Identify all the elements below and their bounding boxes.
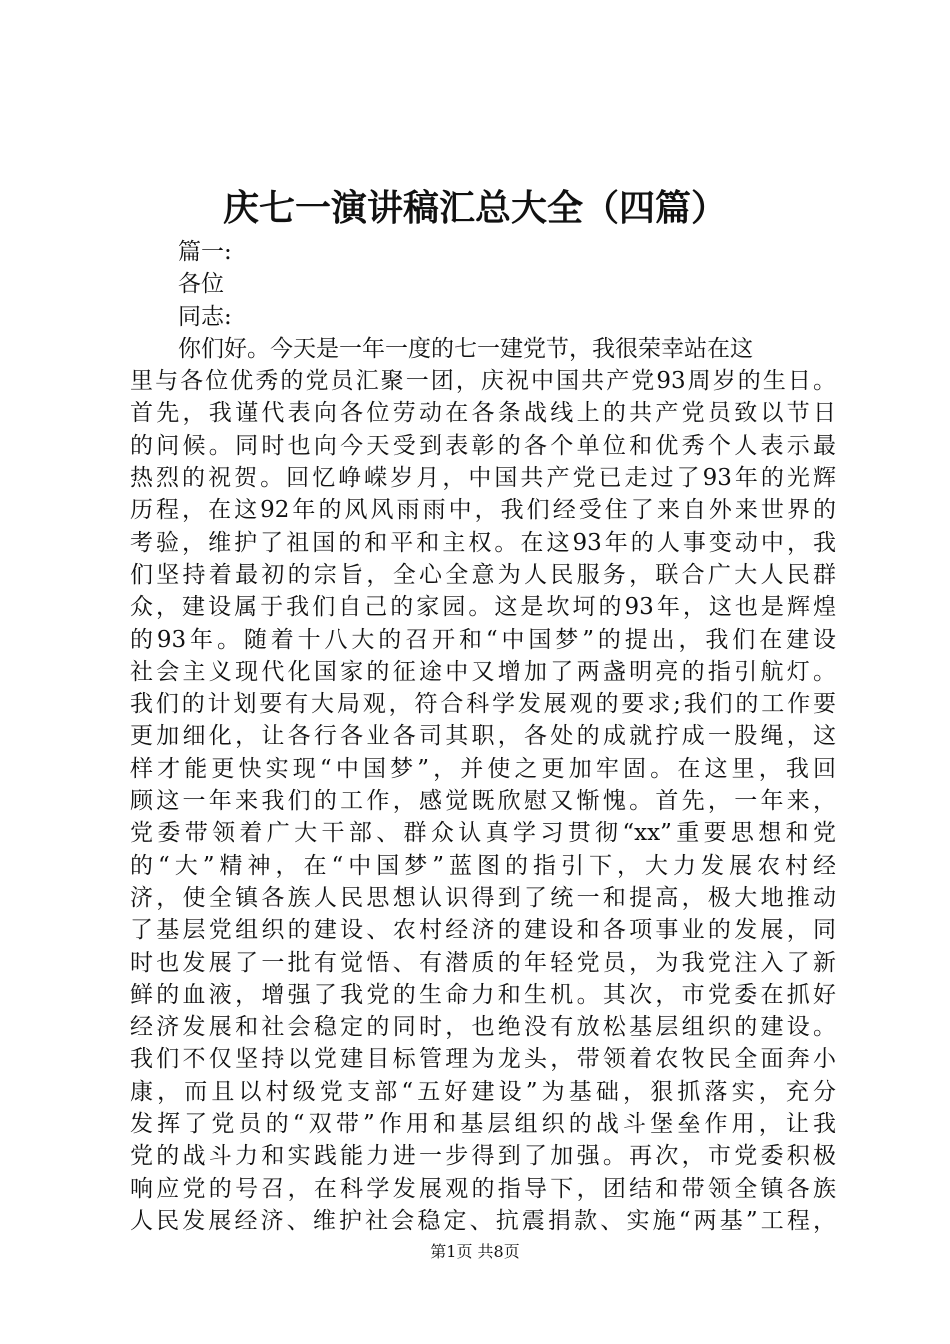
paragraph-line: 经济发展和社会稳定的同时，也绝没有放松基层组织的建设。 [130,1014,836,1041]
paragraph-line: 更加细化，让各行各业各司其职，各处的成就拧成一股绳，这 [130,723,836,750]
heading-line: 同志: [178,303,232,330]
paragraph-line: 社会主义现代化国家的征途中又增加了两盏明亮的指引航灯。 [130,658,836,685]
paragraph-line: 时也发展了一批有觉悟、有潜质的年轻党员，为我党注入了新 [130,949,836,976]
paragraph-line: 的问候。同时也向今天受到表彰的各个单位和优秀个人表示最 [130,432,836,459]
paragraph-line: 热烈的祝贺。回忆峥嵘岁月，中国共产党已走过了93年的光辉 [130,465,836,492]
paragraph-line: 鲜的血液，增强了我党的生命力和生机。其次，市党委在抓好 [130,981,836,1008]
paragraph-line: 里与各位优秀的党员汇聚一团，庆祝中国共产党93周岁的生日。 [130,368,836,395]
page-number-footer: 第1页 共8页 [430,1242,520,1261]
paragraph-line: 顾这一年来我们的工作，感觉既欣慰又惭愧。首先，一年来， [130,788,836,815]
paragraph-line: 我们不仅坚持以党建目标管理为龙头，带领着农牧民全面奔小 [130,1046,836,1073]
document-title: 庆七一演讲稿汇总大全（四篇） [222,187,727,229]
paragraph-line: 首先，我谨代表向各位劳动在各条战线上的共产党员致以节日 [130,400,836,427]
paragraph-line: 党的战斗力和实践能力进一步得到了加强。再次，市党委积极 [130,1143,836,1170]
paragraph-line: 我们的计划要有大局观，符合科学发展观的要求;我们的工作要 [130,691,836,718]
heading-line: 篇一: [178,239,232,265]
paragraph-line: 历程，在这92年的风风雨雨中，我们经受住了来自外来世界的 [130,497,836,524]
paragraph-line: 考验，维护了祖国的和平和主权。在这93年的人事变动中，我 [130,529,836,556]
paragraph-line: 你们好。今天是一年一度的七一建党节，我很荣幸站在这 [178,335,753,362]
paragraph-line: 样才能更快实现“中国梦”，并使之更加牢固。在这里，我回 [130,755,836,782]
heading-line: 各位 [178,271,224,298]
paragraph-line: 的“大”精神，在“中国梦”蓝图的指引下，大力发展农村经 [130,852,836,879]
paragraph-line: 党委带领着广大干部、群众认真学习贯彻“xx”重要思想和党 [130,820,836,847]
paragraph-line: 众，建设属于我们自己的家园。这是坎坷的93年，这也是辉煌 [130,594,836,621]
paragraph-line: 的93年。随着十八大的召开和“中国梦”的提出，我们在建设 [130,626,836,653]
paragraph-line: 人民发展经济、维护社会稳定、抗震捐款、实施“两基”工程， [130,1207,836,1234]
paragraph-line: 们坚持着最初的宗旨，全心全意为人民服务，联合广大人民群 [130,561,836,588]
document-body [130,236,836,1237]
paragraph-line: 发挥了党员的“双带”作用和基层组织的战斗堡垒作用，让我 [130,1111,836,1138]
paragraph-line: 了基层党组织的建设、农村经济的建设和各项事业的发展，同 [130,917,836,944]
paragraph-line: 济，使全镇各族人民思想认识得到了统一和提高，极大地推动 [130,884,836,911]
paragraph-line: 康，而且以村级党支部“五好建设”为基础，狠抓落实，充分 [130,1078,836,1105]
paragraph-line: 响应党的号召，在科学发展观的指导下，团结和带领全镇各族 [130,1175,836,1202]
